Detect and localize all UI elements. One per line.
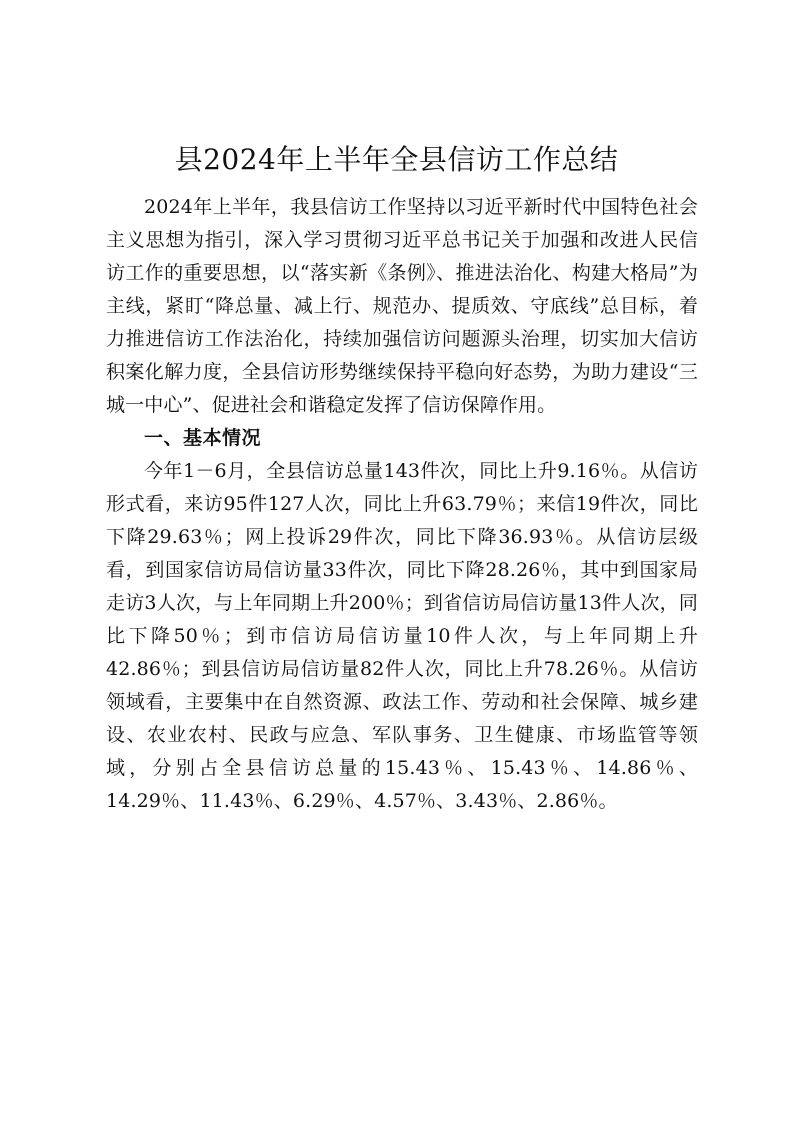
document-title: 县2024年上半年全县信访工作总结 [174, 143, 619, 176]
basic-situation-paragraph: 今年1－6月，全县信访总量143件次，同比上升9.16％。从信访形式看，来访95件127人次，同比上升63.79％；来信19件次，同比下降29.63％；网上投诉29件次，同比下降36.93％。从信访层级看，到国家信访局信访量33件次，同比下降28.26％，其中到国家局走访3人次，与上年同期上升200％；到省信访局信访量13件人次，同比下降50％；到市信访局信访量10件人次，与上年同期上升42.86％；到县信访局信访量82件人次，同比上升78.26％。从信访领域看，主要集中在自然资源、政法工作、劳动和社会保障、城乡建设、农业农村、民政与应急、军队事务、卫生健康、市场监管等领域，分别占全县信访总量的15.43％、15.43％、14.86％、14.29％、11.43％、6.29％、4.57％、3.43％、2.86％。 [106, 460, 698, 812]
section-heading-basic-situation: 一、基本情况 [144, 427, 262, 449]
intro-paragraph: 2024年上半年，我县信访工作坚持以习近平新时代中国特色社会主义思想为指引，深入学习贯彻习近平总书记关于加强和改进人民信访工作的重要思想，以“落实新《条例》、推进法治化、构建大格局”为主线，紧盯“降总量、减上行、规范办、提质效、守底线”总目标，着力推进信访工作法治化，持续加强信访问题源头治理，切实加大信访积案化解力度，全县信访形势继续保持平稳向好态势，为助力建设“三城一中心”、促进社会和谐稳定发挥了信访保障作用。 [106, 196, 698, 416]
document-body [106, 191, 698, 818]
